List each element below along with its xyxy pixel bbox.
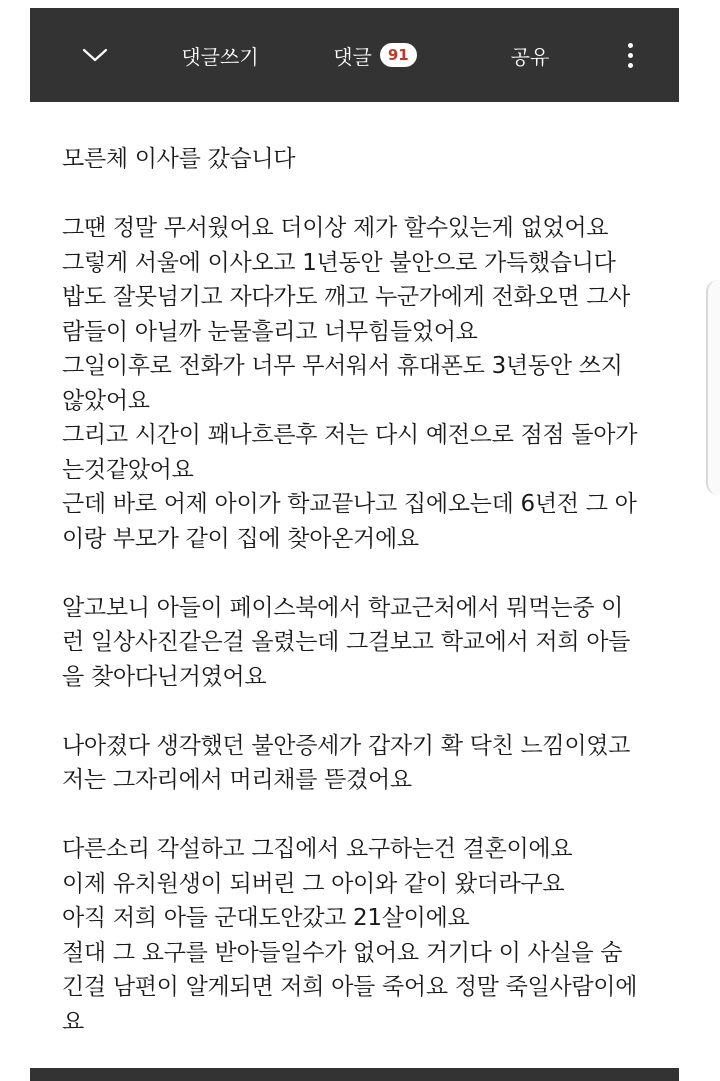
comments-label: 댓글 [333, 44, 372, 69]
write-comment-button[interactable] [160, 8, 280, 102]
article-line: 을 찾아다닌거였어요 [62, 663, 267, 690]
article-line: 그렇게 서울에 이사오고 1년동안 불안으로 가득했습니다 [62, 249, 616, 276]
article-line: 저는 그자리에서 머리채를 뜯겼어요 [62, 767, 412, 793]
article-line: 는것같았어요 [62, 456, 194, 483]
article-line: 그리고 시간이 꽤나흐른후 저는 다시 예전으로 점점 돌아가 [62, 422, 638, 448]
comment-toolbar [30, 8, 679, 102]
article-line: 아직 저희 아들 군대도안갔고 21살이에요 [62, 905, 470, 931]
share-button[interactable] [490, 8, 570, 102]
paragraph-gap [62, 694, 662, 729]
article-line: 않았어요 [62, 387, 150, 414]
article-line: 이제 유치원생이 되버린 그 아이와 같이 왔더라구요 [62, 870, 565, 897]
article-line: 람들이 아닐까 눈물흘리고 너무힘들었어요 [62, 318, 478, 345]
article-line: 요 [62, 1008, 84, 1035]
collapse-button[interactable] [70, 8, 120, 102]
article-line: 절대 그 요구를 받아들일수가 없어요 거기다 이 사실을 숨 [62, 939, 623, 966]
article-line: 그일이후로 전화가 너무 무서워서 휴대폰도 3년동안 쓰지 [62, 353, 623, 379]
article-line: 나아졌다 생각했던 불안증세가 갑자기 확 닥친 느낌이였고 [62, 732, 631, 759]
article-line: 근데 바로 어제 아이가 학교끝나고 집에오는데 6년전 그 아 [62, 491, 637, 517]
bottom-bar [30, 1068, 679, 1081]
article-line: 긴걸 남편이 알게되면 저희 아들 죽어요 정말 죽일사람이에 [62, 974, 638, 1000]
paragraph-gap [62, 556, 662, 591]
article-line: 이랑 부모가 같이 집에 찾아온거에요 [62, 525, 419, 552]
article-line: 그땐 정말 무서웠어요 더이상 제가 할수있는게 없었어요 [62, 215, 609, 241]
share-label: 공유 [510, 44, 550, 69]
chevron-down-icon [82, 47, 108, 63]
article-line: 다른소리 각설하고 그집에서 요구하는건 결혼이에요 [62, 836, 573, 862]
article-line: 런 일상사진같은걸 올렸는데 그걸보고 학교에서 저희 아들 [62, 629, 631, 655]
article-line: 알고보니 아들이 페이스북에서 학교근처에서 뭐먹는중 이 [62, 594, 624, 621]
write-comment-label: 댓글쓰기 [181, 44, 259, 69]
paragraph-gap [62, 177, 662, 212]
comments-button[interactable] [310, 8, 440, 102]
paragraph-gap [62, 798, 662, 833]
edge-scroll-handle[interactable] [706, 280, 720, 495]
article-line: 모른체 이사를 갔습니다 [62, 146, 296, 172]
more-options-button[interactable] [610, 8, 650, 102]
article-body [62, 142, 662, 1039]
article-line: 밥도 잘못넘기고 자다가도 깨고 누군가에게 전화오면 그사 [62, 284, 631, 310]
more-vertical-icon [628, 43, 633, 68]
comment-count-badge: 91 [380, 43, 417, 67]
